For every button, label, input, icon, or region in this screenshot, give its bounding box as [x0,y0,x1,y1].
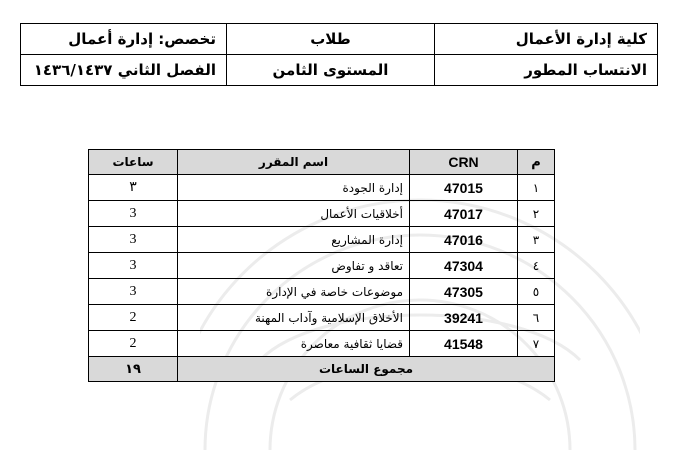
courses-table [88,149,555,382]
row-crn: 41548 [410,331,518,357]
row-course-name: إدارة المشاريع [178,227,410,253]
semester: الفصل الثاني ١٤٣٦/١٤٣٧ [21,55,227,86]
college-name: كلية إدارة الأعمال [435,24,658,55]
header-row-2 [21,55,658,86]
col-crn-header: CRN [410,150,518,175]
table-row [89,253,555,279]
row-number: ٤ [518,253,555,279]
table-row [89,175,555,201]
row-crn: 47016 [410,227,518,253]
row-number: ٣ [518,227,555,253]
row-crn: 47304 [410,253,518,279]
total-hours-value: ١٩ [89,357,178,382]
row-hours: 3 [89,279,178,305]
row-number: ٦ [518,305,555,331]
total-row [89,357,555,382]
table-row [89,279,555,305]
table-row [89,201,555,227]
row-course-name: الأخلاق الإسلامية وآداب المهنة [178,305,410,331]
row-course-name: أخلاقيات الأعمال [178,201,410,227]
row-course-name: تعاقد و تفاوض [178,253,410,279]
row-hours: 2 [89,305,178,331]
row-hours: 3 [89,227,178,253]
row-hours: 2 [89,331,178,357]
row-course-name: موضوعات خاصة في الإدارة [178,279,410,305]
table-row [89,227,555,253]
major: تخصص: إدارة أعمال [21,24,227,55]
row-crn: 39241 [410,305,518,331]
row-hours: 3 [89,201,178,227]
row-number: ٧ [518,331,555,357]
table-row [89,331,555,357]
level: المستوى الثامن [227,55,435,86]
row-crn: 47015 [410,175,518,201]
row-crn: 47017 [410,201,518,227]
col-number-header: م [518,150,555,175]
info-header-table [20,23,658,86]
row-number: ١ [518,175,555,201]
row-crn: 47305 [410,279,518,305]
row-number: ٢ [518,201,555,227]
program: الانتساب المطور [435,55,658,86]
header-row-1 [21,24,658,55]
table-row [89,305,555,331]
row-hours: ٣ [89,175,178,201]
row-number: ٥ [518,279,555,305]
row-hours: 3 [89,253,178,279]
col-course-name-header: اسم المقرر [178,150,410,175]
row-course-name: قضايا ثقافية معاصرة [178,331,410,357]
row-course-name: إدارة الجودة [178,175,410,201]
total-hours-label: مجموع الساعات [178,357,555,382]
col-hours-header: ساعات [89,150,178,175]
student-category: طلاب [227,24,435,55]
courses-header-row [89,150,555,175]
